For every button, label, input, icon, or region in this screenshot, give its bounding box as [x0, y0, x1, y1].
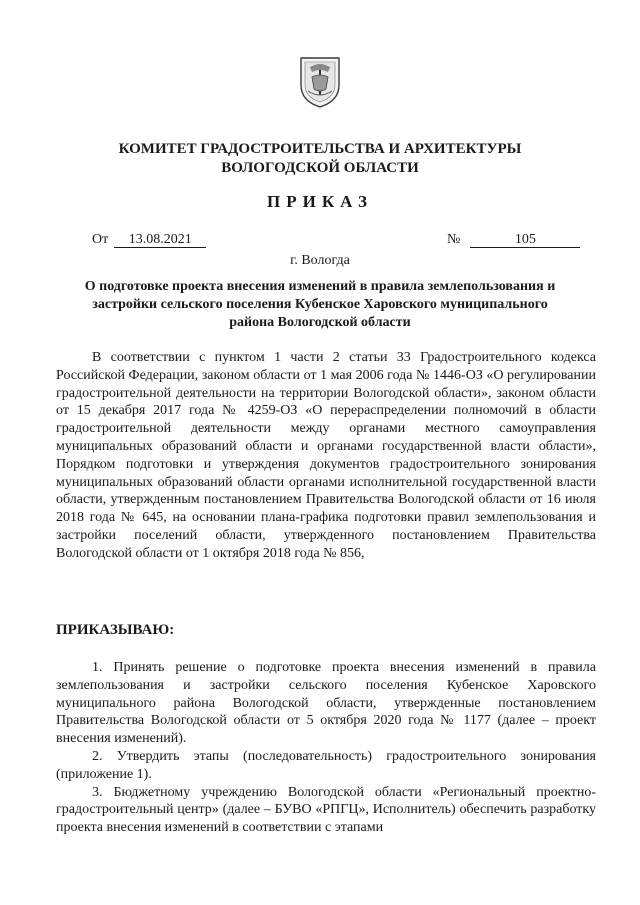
number-label: №: [447, 232, 461, 247]
city: г. Вологда: [290, 253, 350, 268]
order-item-1: 1. Принять решение о подготовке проекта внесения изменений в правила землепользования и застройки сельского поселения Кубенское Харовского муниципального района Вологодской области, утвержденные постановлением Правительства Вологодской области от 5 октября 2020 года № 1177 (далее – проект внесения изменений).: [56, 660, 596, 747]
order-title: ПРИКАЗ: [267, 192, 373, 211]
committee-line-1: КОМИТЕТ ГРАДОСТРОИТЕЛЬСТВА И АРХИТЕКТУРЫ: [118, 141, 522, 157]
resolve-heading: ПРИКАЗЫВАЮ:: [56, 622, 175, 638]
preamble-paragraph: В соответствии с пунктом 1 части 2 статьи 33 Градостроительного кодекса Российской Федерации, законом области от 1 мая 2006 года № 1446-ОЗ «О регулировании градостроительной деятельности на территории Вологодской области», законом области от 15 декабря 2017 года № 4259-ОЗ «О перераспределении полномочий в области градостроительной деятельности между органами местного самоуправления муниципальных образований области и органами государственной власти области», Порядком подготовки и утверждения документов градостроительного зонирования муниципальных образований области органами исполнительной государственной власти области, утвержденным постановлением Правительства Вологодской области от 16 июля 2018 года № 645, на основании плана-графика подготовки правил землепользования и застройки поселений области, утвержденного постановлением Правительства Вологодской области от 1 октября 2018 года № 856,: [56, 350, 596, 561]
order-item-3: 3. Бюджетному учреждению Вологодской области «Региональный проектно-градостроительный центр» (далее – БУВО «РПГЦ», Исполнитель) обеспечить разработку проекта внесения изменений в соответствии с этапами: [56, 784, 596, 836]
committee-name: [60, 140, 580, 178]
committee-line-2: ВОЛОГОДСКОЙ ОБЛАСТИ: [221, 160, 419, 176]
date-value: 13.08.2021: [114, 232, 206, 248]
order-subject: О подготовке проекта внесения изменений в правила землепользования и застройки сельского поселения Кубенское Харовского муниципального района Вологодской области: [84, 279, 556, 330]
date-label: От: [92, 232, 109, 247]
coat-of-arms-icon: [298, 55, 342, 109]
order-item-2: 2. Утвердить этапы (последовательность) градостроительного зонирования (приложение 1).: [56, 748, 596, 782]
number-value: 105: [470, 232, 580, 248]
order-items: [56, 659, 596, 837]
order-date: [92, 232, 206, 248]
order-number: [447, 232, 580, 248]
